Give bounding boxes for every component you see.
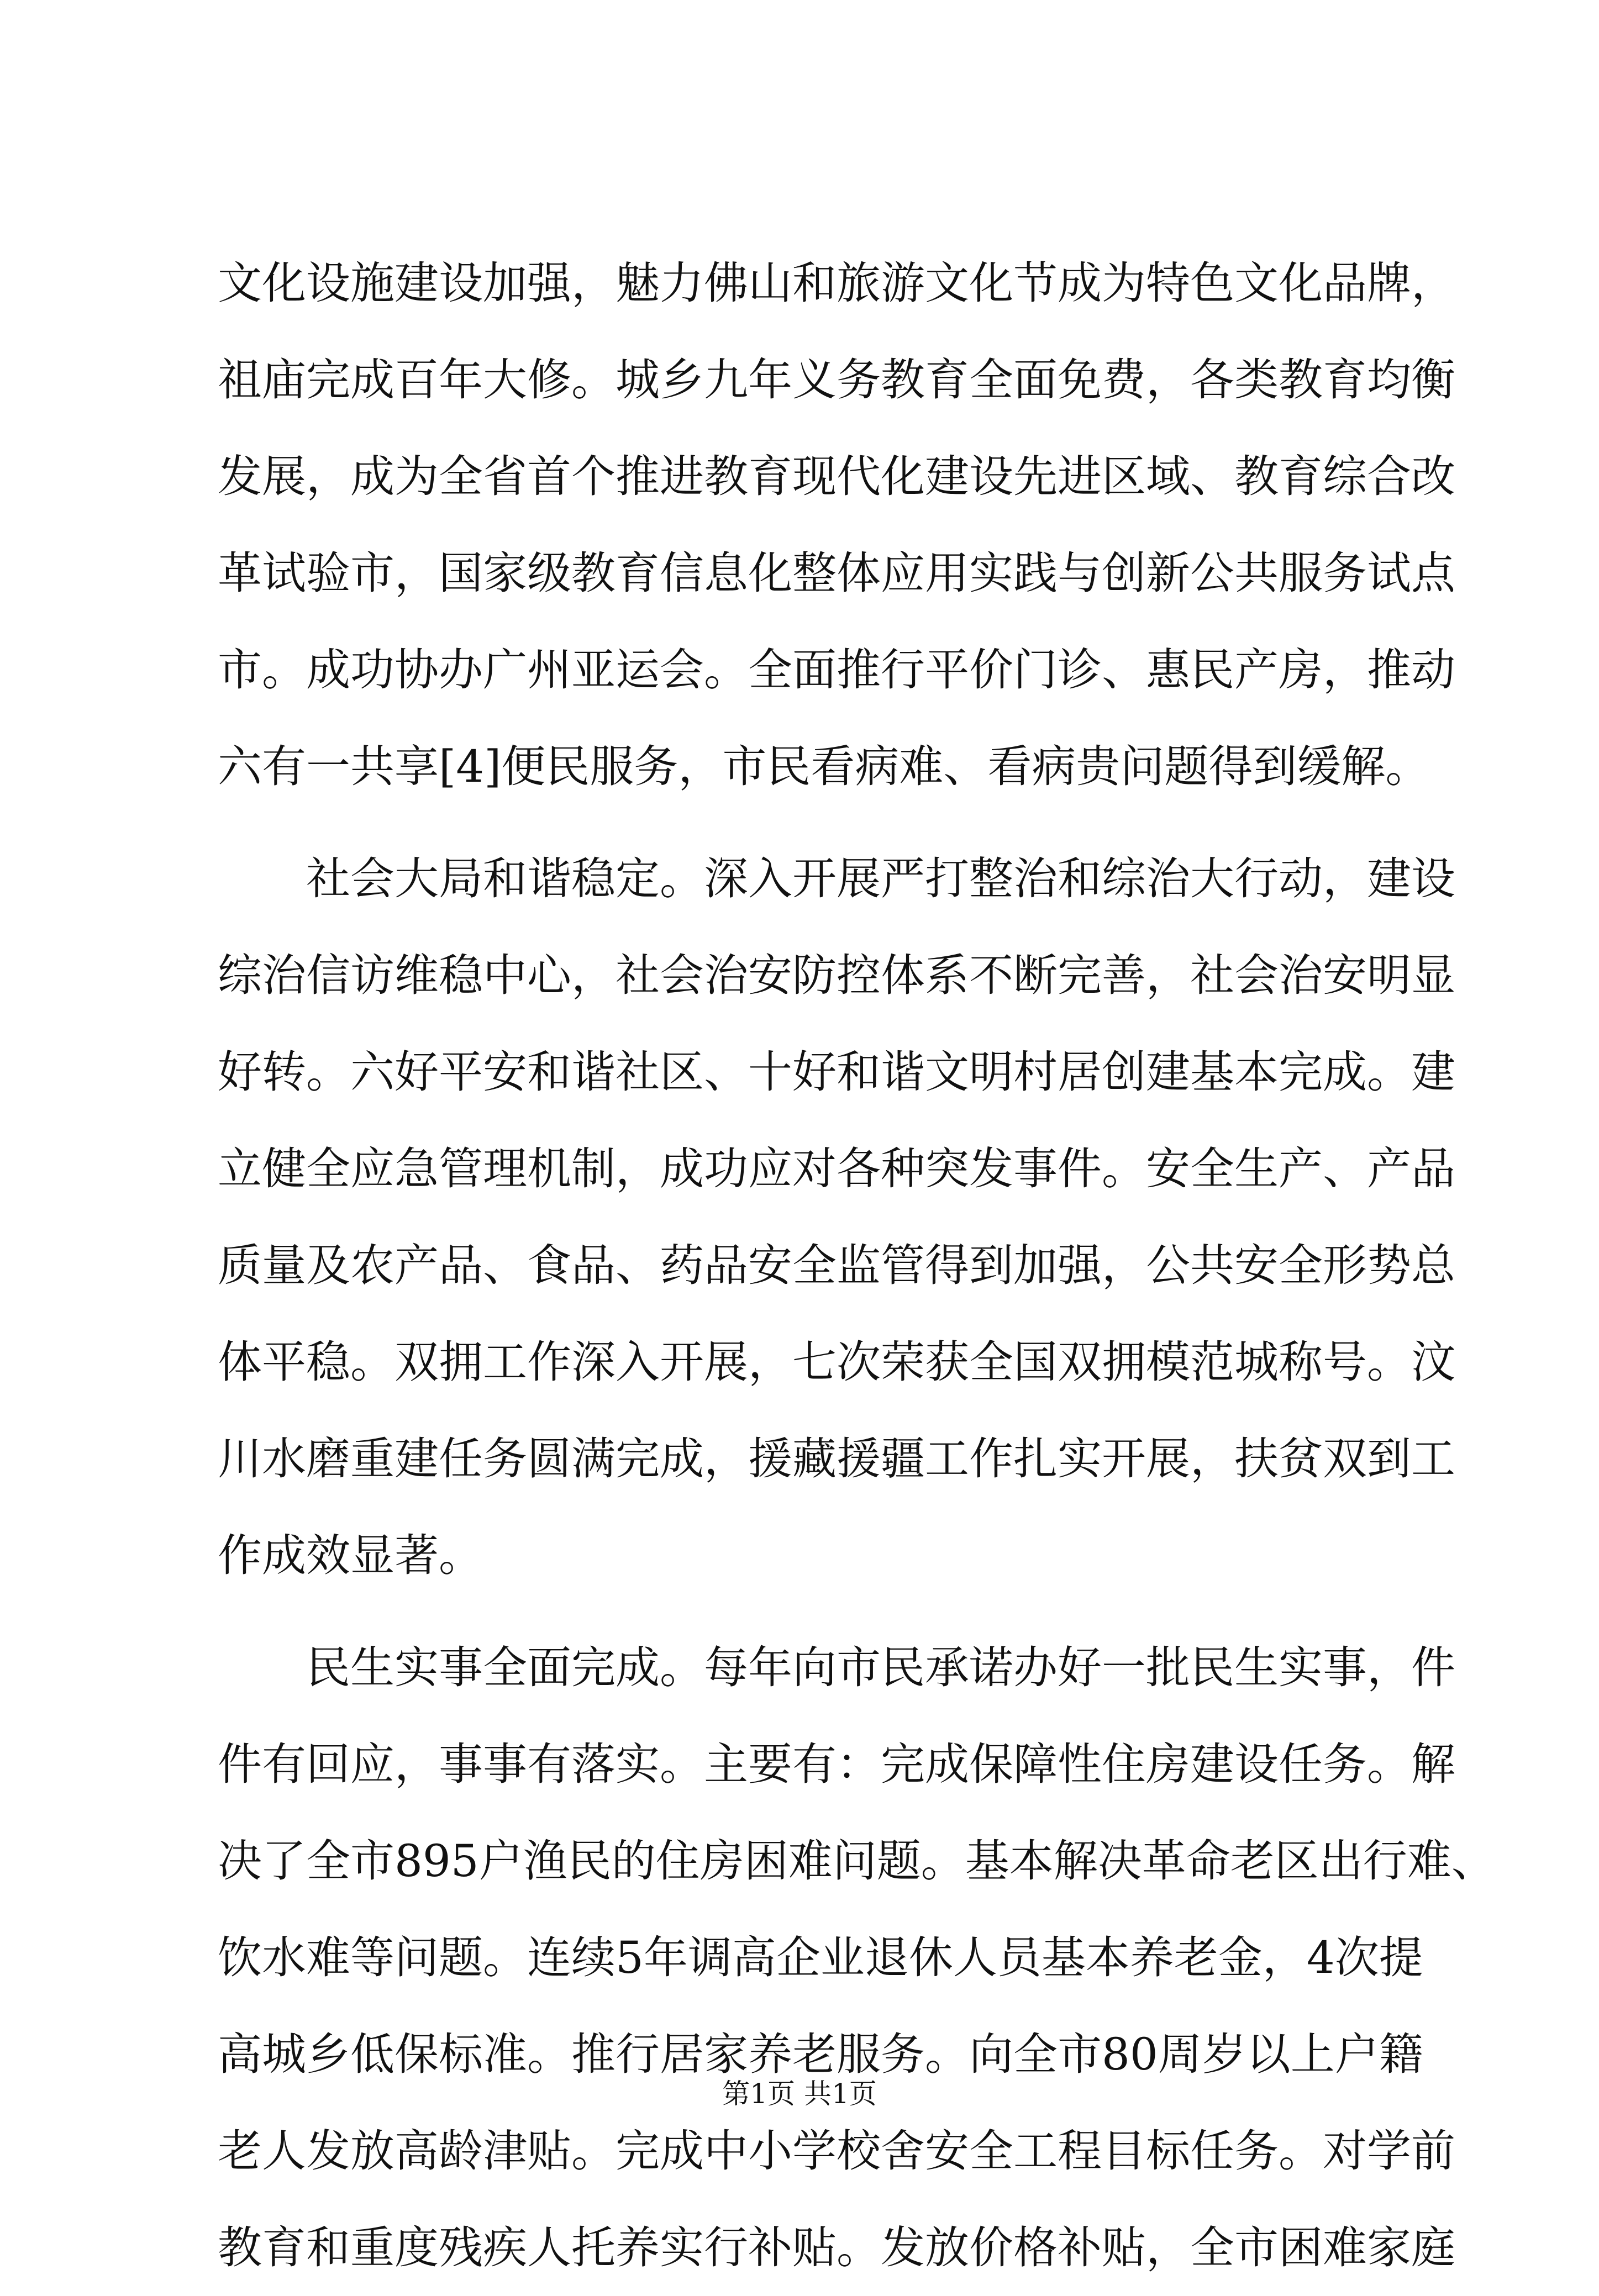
text-line: 好转。六好平安和谐社区、十好和谐文明村居创建基本完成。建 (218, 1046, 1455, 1098)
text-line: 文化设施建设加强，魅力佛山和旅游文化节成为特色文化品牌， (218, 257, 1455, 309)
text-line: 六有一共享[4]便民服务，市民看病难、看病贵问题得到缓解。 (218, 741, 1430, 792)
text-line: 质量及农产品、食品、药品安全监管得到加强，公共安全形势总 (218, 1240, 1455, 1291)
text-line: 川水磨重建任务圆满完成，援藏援疆工作扎实开展，扶贫双到工 (218, 1433, 1455, 1484)
text-line: 体平稳。双拥工作深入开展，七次荣获全国双拥模范城称号。汶 (218, 1336, 1455, 1388)
paragraph-first-line: 民生实事全面完成。每年向市民承诺办好一批民生实事，件 (306, 1642, 1455, 1693)
text-line: 市。成功协办广州亚运会。全面推行平价门诊、惠民产房，推动 (218, 644, 1455, 696)
text-line: 祖庙完成百年大修。城乡九年义务教育全面免费，各类教育均衡 (218, 354, 1455, 406)
text-line: 件有回应，事事有落实。主要有：完成保障性住房建设任务。解 (218, 1739, 1455, 1790)
text-line: 教育和重度残疾人托养实行补贴。发放价格补贴，全市困难家庭 (218, 2222, 1455, 2273)
text-line: 立健全应急管理机制，成功应对各种突发事件。安全生产、产品 (218, 1143, 1455, 1194)
paragraph-first-line: 社会大局和谐稳定。深入开展严打整治和综治大行动，建设 (306, 853, 1455, 904)
text-line: 作成效显著。 (218, 1530, 483, 1581)
text-line: 饮水难等问题。连续5年调高企业退休人员基本养老金，4次提 (218, 1932, 1423, 1983)
text-line: 综治信访维稳中心，社会治安防控体系不断完善，社会治安明显 (218, 950, 1455, 1001)
text-line: 发展，成为全省首个推进教育现代化建设先进区域、教育综合改 (218, 451, 1455, 502)
text-line: 革试验市，国家级教育信息化整体应用实践与创新公共服务试点 (218, 547, 1455, 599)
text-line: 高城乡低保标准。推行居家养老服务。向全市80周岁以上户籍 (218, 2029, 1423, 2080)
page-footer: 第1页 共1页 (722, 2078, 877, 2110)
document-body (218, 235, 1496, 2296)
text-line: 老人发放高龄津贴。完成中小学校舍安全工程目标任务。对学前 (218, 2125, 1455, 2177)
text-line: 决了全市895户渔民的住房困难问题。基本解决革命老区出行难、 (218, 1835, 1496, 1887)
